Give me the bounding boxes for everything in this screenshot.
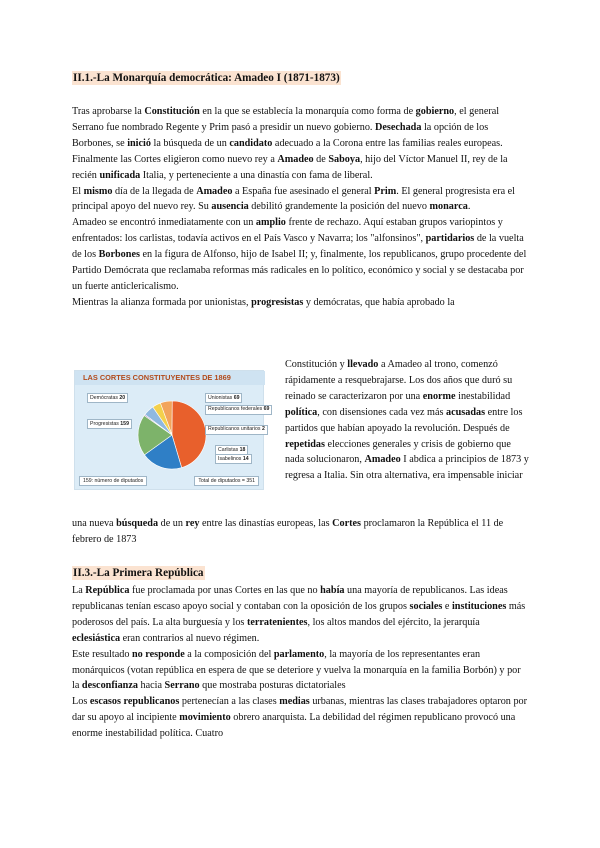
paragraph: una nueva búsqueda de un rey entre las dinastías europeas, las Cortes proclamaron la República el 11 de febrero de 1873 bbox=[72, 518, 504, 545]
bold-term: llevado bbox=[347, 359, 379, 370]
bold-term: Borbones bbox=[98, 249, 140, 261]
section2-body bbox=[72, 583, 530, 742]
paragraph: Amadeo se encontró inmediatamente con un amplio frente de rechazo. Aquí estaban grupos variopintos y enfrentados: los carlistas, todavía activos en el País Vasco y Navarra; los "alfonsinos", partidarios de la vuelta de los Borbones en la figura de Alfonso, hijo de Isabel II; y, finalmente, los republicanos, grupo procedente del Partido Demócrata que reclamaba reformas más radicales en lo político, económico y social y se destacaba por un fuerte anticlericalismo. bbox=[72, 217, 527, 292]
bold-term: Prim bbox=[374, 185, 397, 197]
label-isabelinos: Isabelinos 14 bbox=[215, 454, 252, 464]
bold-term: Amadeo bbox=[196, 185, 233, 197]
label-republicanos-federales: Republicanos federales 69 bbox=[205, 405, 272, 415]
bold-term: monarca bbox=[429, 201, 468, 213]
bold-term: eclesiástica bbox=[72, 632, 121, 644]
wrapped-paragraph bbox=[285, 357, 530, 484]
label-democratas: Demócratas 20 bbox=[87, 393, 128, 403]
section-heading-republica: II.3.-La Primera República bbox=[73, 567, 204, 579]
bold-term: medias bbox=[279, 696, 310, 708]
section1-body bbox=[72, 104, 530, 311]
bold-term: progresistas bbox=[251, 296, 304, 308]
bold-term: política bbox=[285, 406, 318, 418]
bold-term: enorme bbox=[422, 390, 456, 402]
bold-term: inició bbox=[127, 137, 151, 149]
label-carlistas: Carlistas 18 bbox=[215, 445, 248, 455]
bold-term: amplio bbox=[255, 217, 286, 229]
bold-term: desconfianza bbox=[81, 680, 138, 692]
bold-term: Serrano bbox=[164, 680, 200, 692]
chart-footer-left: 159: número de diputados bbox=[79, 476, 147, 486]
label-progresistas: Progresistas 159 bbox=[87, 419, 132, 429]
bold-term: Amadeo bbox=[277, 153, 314, 165]
bold-term: Cortes bbox=[332, 518, 362, 529]
bold-term: Desechada bbox=[375, 121, 422, 133]
bold-term: había bbox=[320, 585, 345, 596]
bold-term: Amadeo bbox=[364, 454, 401, 466]
chart-footer-right: Total de diputados = 351 bbox=[194, 476, 259, 486]
bold-term: candidato bbox=[229, 137, 273, 149]
bold-term: movimiento bbox=[179, 712, 231, 724]
bold-term: ausencia bbox=[211, 201, 249, 213]
bold-term: instituciones bbox=[451, 600, 507, 612]
bold-term: mismo bbox=[83, 185, 113, 197]
bold-term: unificada bbox=[99, 169, 141, 181]
bold-term: parlamento bbox=[273, 648, 325, 660]
label-unionistas: Unionistas 69 bbox=[205, 393, 242, 403]
paragraph: Este resultado no responde a la composición del parlamento, la mayoría de los representantes eran monárquicos (votan república en espera de que se deteriore y vuelva la monarquía en la familia Borbón) y por la desconfianza hacia Serrano que mostraba posturas dictatoriales bbox=[72, 648, 521, 692]
paragraph: La República fue proclamada por unas Cortes en las que no había una mayoría de republicanos. Las ideas republicanas tenían escaso apoyo social y contaban con la oposición de los grupos sociales e instituciones más poderosos del país. La alta burguesía y los terratenientes, los altos mandos del ejército, la jerarquía eclesiástica eran contrarios al nuevo régimen. bbox=[72, 585, 526, 644]
bold-term: Saboya bbox=[328, 153, 361, 165]
paragraph: Mientras la alianza formada por unionistas, progresistas y demócratas, que había aprobado la bbox=[72, 296, 455, 308]
paragraph: Tras aprobarse la Constitución en la que se establecía la monarquía como forma de gobierno, el general Serrano fue nombrado Regente y Prim pasó a presidir un nuevo gobierno. Desechada la opción de los Borbones, se inició la búsqueda de un candidato adecuado a la Corona entre las familias reales europeas. Finalmente las Cortes eligieron como nuevo rey a Amadeo de Saboya, hijo del Víctor Manuel II, rey de la recién unificada Italia, y perteneciente a una dinastía con fama de liberal. bbox=[72, 106, 508, 181]
bold-term: rey bbox=[185, 518, 200, 529]
bold-term: Constitución bbox=[144, 106, 200, 117]
bold-term: República bbox=[85, 585, 130, 596]
bold-term: sociales bbox=[409, 600, 443, 612]
paragraph: Constitución y llevado a Amadeo al trono, comenzó rápidamente a resquebrajarse. Los dos años que duró su reinado se caracterizaron por una enorme inestabilidad política, con disensiones cada vez más acusadas entre los partidos que habían apoyado la revolución. Después de repetidas elecciones generales y crisis de gobierno que nada solucionaron, Amadeo I abdica a principios de 1873 y regresa a Italia. Sin otra alternativa, era impensable iniciar bbox=[285, 359, 529, 482]
paragraph: Los escasos republicanos pertenecían a las clases medias urbanas, mientras las clases trabajadores optaron por dar su apoyo al incipiente movimiento obrero anarquista. La debilidad del régimen republicano provocó una enorme inestabilidad política. Cuatro bbox=[72, 696, 528, 740]
bold-term: partidarios bbox=[425, 233, 475, 245]
chart-title: LAS CORTES CONSTITUYENTES DE 1869 bbox=[75, 371, 265, 385]
bold-term: acusadas bbox=[445, 406, 486, 418]
paragraph: El mismo día de la llegada de Amadeo a España fue asesinado el general Prim. El general progresista era el principal apoyo del nuevo rey. Su ausencia debilitó grandemente la posición del nuevo monarca. bbox=[72, 185, 516, 213]
bold-term: terratenientes bbox=[246, 616, 308, 628]
bold-term: escasos republicanos bbox=[89, 696, 180, 708]
bold-term: no responde bbox=[131, 648, 185, 660]
bold-term: repetidas bbox=[285, 438, 325, 450]
label-republicanos-unitarios: Republicanos unitarios 2 bbox=[205, 425, 268, 435]
section1-closing bbox=[72, 516, 530, 548]
cortes-1869-chart bbox=[74, 370, 270, 490]
section-heading-monarquia: II.1.-La Monarquía democrática: Amadeo I (1871-1873) bbox=[73, 72, 340, 84]
bold-term: búsqueda bbox=[116, 518, 159, 529]
bold-term: gobierno bbox=[415, 106, 455, 117]
